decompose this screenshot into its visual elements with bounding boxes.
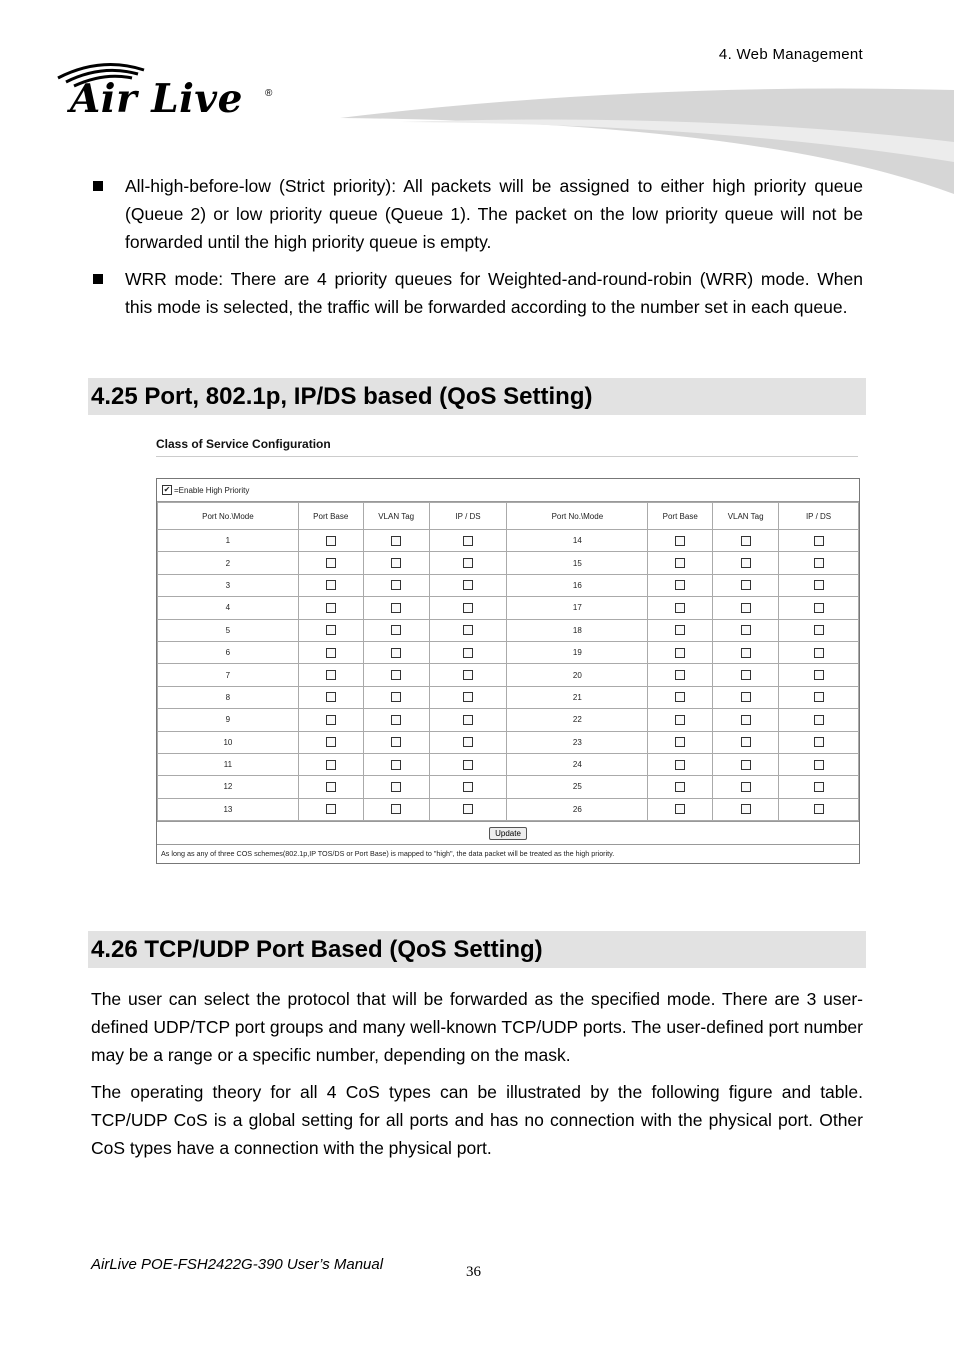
port-number-cell: 26 <box>507 798 648 820</box>
vlan-tag-cell <box>713 686 779 708</box>
table-row <box>158 753 859 775</box>
vlan-tag-checkbox[interactable] <box>741 580 751 590</box>
port-number-cell: 21 <box>507 686 648 708</box>
table-row <box>158 641 859 663</box>
port-base-checkbox[interactable] <box>326 670 336 680</box>
ip-ds-cell <box>779 798 859 820</box>
port-number-cell: 25 <box>507 776 648 798</box>
table-row <box>158 798 859 820</box>
port-base-checkbox[interactable] <box>326 648 336 658</box>
port-base-cell <box>298 641 363 663</box>
vlan-tag-checkbox[interactable] <box>741 804 751 814</box>
ip-ds-checkbox[interactable] <box>814 536 824 546</box>
vlan-tag-checkbox[interactable] <box>741 760 751 770</box>
port-base-checkbox[interactable] <box>326 625 336 635</box>
ip-ds-cell <box>429 664 507 686</box>
header-port-mode: Port No.\Mode <box>158 503 299 530</box>
port-base-checkbox[interactable] <box>326 782 336 792</box>
vlan-tag-cell <box>363 597 429 619</box>
vlan-tag-cell <box>363 552 429 574</box>
vlan-tag-checkbox[interactable] <box>741 670 751 680</box>
table-row <box>158 731 859 753</box>
vlan-tag-cell <box>363 530 429 552</box>
port-number-cell: 10 <box>158 731 299 753</box>
ip-ds-cell <box>779 552 859 574</box>
port-number-cell: 16 <box>507 574 648 596</box>
ip-ds-cell <box>779 641 859 663</box>
vlan-tag-cell <box>713 641 779 663</box>
port-number-cell: 20 <box>507 664 648 686</box>
vlan-tag-checkbox[interactable] <box>391 648 401 658</box>
port-base-cell <box>298 753 363 775</box>
bullet-text: All-high-before-low (Strict priority): All packets will be assigned to either high priority queue (Queue 2) or low priority queue (Queue 1). The packet on the low priority queue will not be forwarded until the high priority queue is empty. <box>125 176 863 252</box>
port-number-cell: 6 <box>158 641 299 663</box>
ip-ds-checkbox[interactable] <box>463 648 473 658</box>
airlive-logo <box>56 60 286 130</box>
table-row <box>158 664 859 686</box>
ip-ds-checkbox[interactable] <box>463 558 473 568</box>
table-row <box>158 530 859 552</box>
header-ip-ds: IP / DS <box>779 503 859 530</box>
table-row <box>158 709 859 731</box>
checked-checkbox-icon: ✔ <box>163 485 171 494</box>
table-row <box>158 686 859 708</box>
ip-ds-checkbox[interactable] <box>814 580 824 590</box>
port-base-cell <box>298 664 363 686</box>
port-base-cell <box>648 619 713 641</box>
ip-ds-checkbox[interactable] <box>814 692 824 702</box>
ip-ds-checkbox[interactable] <box>463 670 473 680</box>
port-number-cell: 8 <box>158 686 299 708</box>
port-base-cell <box>648 641 713 663</box>
port-number-cell: 2 <box>158 552 299 574</box>
port-base-checkbox[interactable] <box>675 692 685 702</box>
vlan-tag-cell <box>713 709 779 731</box>
ip-ds-cell <box>779 597 859 619</box>
vlan-tag-checkbox[interactable] <box>741 782 751 792</box>
port-base-checkbox[interactable] <box>326 760 336 770</box>
port-base-cell <box>648 776 713 798</box>
port-base-cell <box>298 731 363 753</box>
ip-ds-cell <box>779 664 859 686</box>
ip-ds-checkbox[interactable] <box>814 625 824 635</box>
port-base-checkbox[interactable] <box>675 670 685 680</box>
vlan-tag-cell <box>713 664 779 686</box>
ip-ds-cell <box>779 776 859 798</box>
ip-ds-cell <box>779 753 859 775</box>
ip-ds-checkbox[interactable] <box>814 603 824 613</box>
port-base-checkbox[interactable] <box>675 603 685 613</box>
vlan-tag-cell <box>713 552 779 574</box>
bullet-item <box>90 265 863 321</box>
vlan-tag-cell <box>363 753 429 775</box>
vlan-tag-checkbox[interactable] <box>391 536 401 546</box>
port-base-checkbox[interactable] <box>326 536 336 546</box>
logo-text: Air Live <box>70 76 243 122</box>
cos-grid-body <box>158 530 859 821</box>
port-number-cell: 14 <box>507 530 648 552</box>
paragraph: The operating theory for all 4 CoS types can be illustrated by the following figure and table. TCP/UDP CoS is a global setting for all ports and has no connection with the physical port. Other CoS types have a connection with the physical port. <box>91 1082 863 1158</box>
port-base-checkbox[interactable] <box>675 782 685 792</box>
header-port-mode: Port No.\Mode <box>507 503 648 530</box>
cos-config-panel <box>156 437 858 859</box>
port-base-checkbox[interactable] <box>675 715 685 725</box>
vlan-tag-checkbox[interactable] <box>391 760 401 770</box>
vlan-tag-cell <box>713 597 779 619</box>
vlan-tag-cell <box>713 798 779 820</box>
port-number-cell: 9 <box>158 709 299 731</box>
port-base-cell <box>648 753 713 775</box>
header-port-base: Port Base <box>648 503 713 530</box>
port-base-checkbox[interactable] <box>675 580 685 590</box>
vlan-tag-checkbox[interactable] <box>391 625 401 635</box>
port-base-checkbox[interactable] <box>675 804 685 814</box>
ip-ds-cell <box>429 686 507 708</box>
vlan-tag-checkbox[interactable] <box>741 536 751 546</box>
header-port-base: Port Base <box>298 503 363 530</box>
port-base-checkbox[interactable] <box>326 737 336 747</box>
ip-ds-checkbox[interactable] <box>463 737 473 747</box>
vlan-tag-checkbox[interactable] <box>391 558 401 568</box>
enable-label: =Enable High Priority <box>174 485 250 495</box>
table-row <box>158 574 859 596</box>
ip-ds-cell <box>779 709 859 731</box>
port-base-cell <box>298 574 363 596</box>
port-base-checkbox[interactable] <box>675 625 685 635</box>
port-number-cell: 19 <box>507 641 648 663</box>
ip-ds-cell <box>429 753 507 775</box>
port-number-cell: 4 <box>158 597 299 619</box>
port-base-cell <box>298 709 363 731</box>
port-number-cell: 7 <box>158 664 299 686</box>
vlan-tag-cell <box>363 686 429 708</box>
ip-ds-checkbox[interactable] <box>463 603 473 613</box>
enable-high-priority-legend <box>157 479 859 502</box>
port-number-cell: 24 <box>507 753 648 775</box>
port-base-checkbox[interactable] <box>326 603 336 613</box>
port-base-cell <box>648 686 713 708</box>
port-number-cell: 15 <box>507 552 648 574</box>
paragraph: The user can select the protocol that will be forwarded as the specified mode. There are 3 user-defined UDP/TCP port groups and many well-known TCP/UDP ports. The user-defined port number may be a range or a specific number, depending on the mask. <box>91 989 863 1065</box>
ip-ds-checkbox[interactable] <box>463 782 473 792</box>
header-vlan-tag: VLAN Tag <box>713 503 779 530</box>
vlan-tag-checkbox[interactable] <box>741 737 751 747</box>
manual-footer: AirLive POE-FSH2422G-390 User’s Manual <box>91 1256 384 1273</box>
vlan-tag-checkbox[interactable] <box>741 558 751 568</box>
ip-ds-checkbox[interactable] <box>463 536 473 546</box>
port-base-cell <box>298 530 363 552</box>
vlan-tag-checkbox[interactable] <box>391 804 401 814</box>
square-bullet-icon <box>93 181 103 191</box>
vlan-tag-cell <box>363 731 429 753</box>
header-ip-ds: IP / DS <box>429 503 507 530</box>
vlan-tag-cell <box>363 619 429 641</box>
port-base-cell <box>648 574 713 596</box>
vlan-tag-checkbox[interactable] <box>391 715 401 725</box>
header-vlan-tag: VLAN Tag <box>363 503 429 530</box>
bullet-text: WRR mode: There are 4 priority queues for Weighted-and-round-robin (WRR) mode. When this mode is selected, the traffic will be forwarded according to the number set in each queue. <box>125 269 863 317</box>
port-base-cell <box>648 597 713 619</box>
table-row <box>158 552 859 574</box>
ip-ds-checkbox[interactable] <box>814 648 824 658</box>
update-row <box>157 821 859 844</box>
port-base-cell <box>298 798 363 820</box>
vlan-tag-cell <box>363 776 429 798</box>
bullet-item <box>90 172 863 256</box>
vlan-tag-cell <box>713 574 779 596</box>
cos-grid <box>157 502 859 821</box>
ip-ds-cell <box>429 597 507 619</box>
square-bullet-icon <box>93 274 103 284</box>
ip-ds-cell <box>779 731 859 753</box>
vlan-tag-checkbox[interactable] <box>391 737 401 747</box>
ip-ds-checkbox[interactable] <box>814 760 824 770</box>
port-base-cell <box>648 709 713 731</box>
port-base-cell <box>298 686 363 708</box>
ip-ds-cell <box>779 574 859 596</box>
port-number-cell: 1 <box>158 530 299 552</box>
port-base-checkbox[interactable] <box>675 760 685 770</box>
chapter-label: 4. Web Management <box>718 46 863 63</box>
update-button[interactable]: Update <box>489 827 527 840</box>
port-base-checkbox[interactable] <box>675 648 685 658</box>
port-base-checkbox[interactable] <box>326 715 336 725</box>
port-number-cell: 11 <box>158 753 299 775</box>
vlan-tag-checkbox[interactable] <box>391 670 401 680</box>
bullet-list <box>90 172 863 330</box>
vlan-tag-checkbox[interactable] <box>741 692 751 702</box>
port-number-cell: 3 <box>158 574 299 596</box>
ip-ds-checkbox[interactable] <box>463 692 473 702</box>
ip-ds-cell <box>429 530 507 552</box>
ip-ds-checkbox[interactable] <box>463 760 473 770</box>
ip-ds-checkbox[interactable] <box>814 715 824 725</box>
table-row <box>158 597 859 619</box>
cos-table <box>156 478 860 864</box>
port-base-cell <box>648 731 713 753</box>
vlan-tag-checkbox[interactable] <box>391 580 401 590</box>
ip-ds-cell <box>429 574 507 596</box>
ip-ds-checkbox[interactable] <box>463 625 473 635</box>
ip-ds-cell <box>779 686 859 708</box>
port-number-cell: 22 <box>507 709 648 731</box>
vlan-tag-cell <box>363 641 429 663</box>
port-base-cell <box>298 597 363 619</box>
port-base-checkbox[interactable] <box>675 558 685 568</box>
vlan-tag-checkbox[interactable] <box>391 782 401 792</box>
vlan-tag-checkbox[interactable] <box>391 692 401 702</box>
port-base-checkbox[interactable] <box>326 580 336 590</box>
section-heading: 4.26 TCP/UDP Port Based (QoS Setting) <box>88 931 866 968</box>
vlan-tag-cell <box>713 619 779 641</box>
port-base-cell <box>648 798 713 820</box>
ip-ds-checkbox[interactable] <box>814 737 824 747</box>
vlan-tag-cell <box>713 776 779 798</box>
ip-ds-checkbox[interactable] <box>814 670 824 680</box>
ip-ds-checkbox[interactable] <box>463 580 473 590</box>
vlan-tag-cell <box>363 664 429 686</box>
port-number-cell: 17 <box>507 597 648 619</box>
port-base-cell <box>648 664 713 686</box>
vlan-tag-cell <box>713 731 779 753</box>
port-number-cell: 23 <box>507 731 648 753</box>
port-number-cell: 13 <box>158 798 299 820</box>
ip-ds-checkbox[interactable] <box>463 715 473 725</box>
ip-ds-cell <box>779 619 859 641</box>
ip-ds-cell <box>429 731 507 753</box>
ip-ds-cell <box>429 798 507 820</box>
vlan-tag-cell <box>363 709 429 731</box>
vlan-tag-checkbox[interactable] <box>741 648 751 658</box>
port-number-cell: 12 <box>158 776 299 798</box>
ip-ds-cell <box>429 619 507 641</box>
port-base-cell <box>648 552 713 574</box>
port-number-cell: 18 <box>507 619 648 641</box>
port-base-checkbox[interactable] <box>675 737 685 747</box>
page-number: 36 <box>466 1264 481 1280</box>
ip-ds-checkbox[interactable] <box>463 804 473 814</box>
port-number-cell: 5 <box>158 619 299 641</box>
ip-ds-cell <box>779 530 859 552</box>
table-row <box>158 776 859 798</box>
cos-title: Class of Service Configuration <box>156 437 858 457</box>
ip-ds-checkbox[interactable] <box>814 804 824 814</box>
vlan-tag-cell <box>713 753 779 775</box>
ip-ds-cell <box>429 641 507 663</box>
ip-ds-checkbox[interactable] <box>814 558 824 568</box>
port-base-cell <box>298 776 363 798</box>
vlan-tag-checkbox[interactable] <box>741 625 751 635</box>
port-base-checkbox[interactable] <box>326 692 336 702</box>
ip-ds-checkbox[interactable] <box>814 782 824 792</box>
vlan-tag-checkbox[interactable] <box>391 603 401 613</box>
table-row <box>158 619 859 641</box>
vlan-tag-cell <box>363 574 429 596</box>
port-base-checkbox[interactable] <box>326 558 336 568</box>
section-heading: 4.25 Port, 802.1p, IP/DS based (QoS Setting) <box>88 378 866 415</box>
port-base-cell <box>648 530 713 552</box>
ip-ds-cell <box>429 776 507 798</box>
port-base-cell <box>298 552 363 574</box>
ip-ds-cell <box>429 552 507 574</box>
cos-note: As long as any of three COS schemes(802.1p,IP TOS/DS or Port Base) is mapped to "high", the data packet will be treated as the high priority. <box>157 844 859 863</box>
port-base-checkbox[interactable] <box>326 804 336 814</box>
port-base-checkbox[interactable] <box>675 536 685 546</box>
vlan-tag-cell <box>363 798 429 820</box>
ip-ds-cell <box>429 709 507 731</box>
vlan-tag-checkbox[interactable] <box>741 603 751 613</box>
port-base-cell <box>298 619 363 641</box>
logo-registered-mark: ® <box>265 88 273 99</box>
vlan-tag-cell <box>713 530 779 552</box>
vlan-tag-checkbox[interactable] <box>741 715 751 725</box>
